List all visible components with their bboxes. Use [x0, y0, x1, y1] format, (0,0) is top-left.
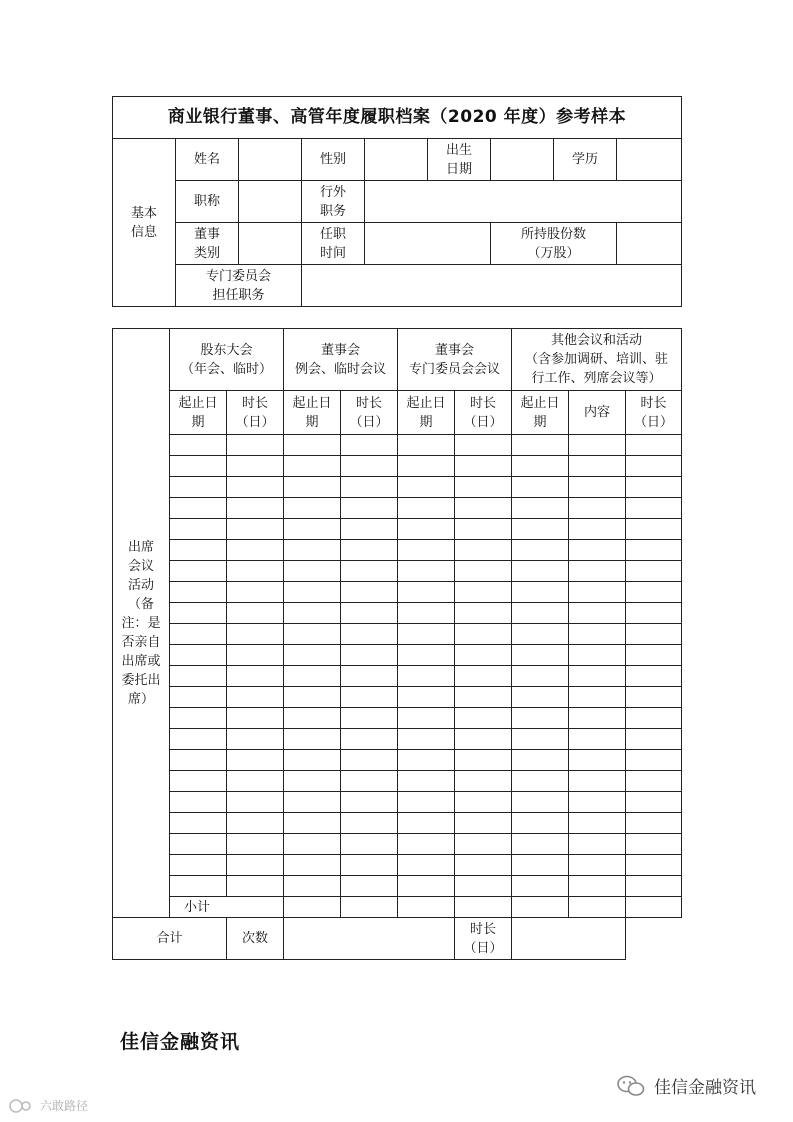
subtotal-cell[interactable]	[398, 897, 455, 918]
attendance-cell[interactable]	[455, 624, 512, 645]
shares-value[interactable]	[617, 223, 682, 265]
attendance-cell[interactable]	[170, 687, 227, 708]
attendance-cell[interactable]	[341, 708, 398, 729]
attendance-cell[interactable]	[512, 792, 569, 813]
attendance-cell[interactable]	[170, 477, 227, 498]
attendance-cell[interactable]	[227, 435, 284, 456]
attendance-cell[interactable]	[569, 540, 626, 561]
attendance-cell[interactable]	[626, 708, 682, 729]
table-row	[113, 477, 682, 498]
subheader: 起止日 期	[170, 391, 227, 435]
attendance-cell[interactable]	[170, 666, 227, 687]
subheader: 起止日 期	[512, 391, 569, 435]
attendance-cell[interactable]	[512, 582, 569, 603]
shares-label: 所持股份数 （万股）	[491, 223, 617, 265]
name-label: 姓名	[176, 139, 239, 181]
attendance-cell[interactable]	[569, 582, 626, 603]
attendance-cell[interactable]	[455, 666, 512, 687]
attendance-cell[interactable]	[569, 477, 626, 498]
attendance-cell[interactable]	[284, 540, 341, 561]
table-row	[113, 540, 682, 561]
birth-date-value[interactable]	[491, 139, 554, 181]
attendance-cell[interactable]	[455, 561, 512, 582]
attendance-cell[interactable]	[626, 729, 682, 750]
attendance-cell[interactable]	[455, 498, 512, 519]
group-board: 董事会 例会、临时会议	[284, 329, 398, 391]
attendance-cell[interactable]	[455, 729, 512, 750]
attendance-cell[interactable]	[398, 750, 455, 771]
attendance-cell[interactable]	[170, 855, 227, 876]
attendance-cell[interactable]	[284, 603, 341, 624]
attendance-cell[interactable]	[626, 750, 682, 771]
attendance-cell[interactable]	[569, 519, 626, 540]
total-label: 合计	[113, 918, 227, 960]
attendance-cell[interactable]	[398, 582, 455, 603]
attendance-cell[interactable]	[512, 498, 569, 519]
attendance-cell[interactable]	[170, 498, 227, 519]
attendance-cell[interactable]	[284, 561, 341, 582]
attendance-cell[interactable]	[227, 666, 284, 687]
tenure-time-value[interactable]	[365, 223, 491, 265]
attendance-cell[interactable]	[170, 876, 227, 897]
table-row	[113, 792, 682, 813]
attendance-cell[interactable]	[512, 456, 569, 477]
subtotal-cell[interactable]	[626, 897, 682, 918]
attendance-cell[interactable]	[512, 477, 569, 498]
attendance-cell[interactable]	[341, 477, 398, 498]
attendance-cell[interactable]	[455, 771, 512, 792]
education-value[interactable]	[617, 139, 682, 181]
attendance-cell[interactable]	[170, 645, 227, 666]
attendance-cell[interactable]	[569, 708, 626, 729]
attendance-cell[interactable]	[284, 771, 341, 792]
attendance-cell[interactable]	[341, 645, 398, 666]
attendance-cell[interactable]	[341, 456, 398, 477]
attendance-cell[interactable]	[569, 561, 626, 582]
title-rank-value[interactable]	[239, 181, 302, 223]
attendance-cell[interactable]	[170, 729, 227, 750]
attendance-cell[interactable]	[341, 561, 398, 582]
attendance-cell[interactable]	[284, 624, 341, 645]
attendance-cell[interactable]	[455, 834, 512, 855]
table-row	[113, 687, 682, 708]
attendance-cell[interactable]	[398, 624, 455, 645]
attendance-cell[interactable]	[455, 708, 512, 729]
attendance-cell[interactable]	[284, 813, 341, 834]
attendance-cell[interactable]	[626, 792, 682, 813]
page-title: 商业银行董事、高管年度履职档案（2020 年度）参考样本	[113, 97, 682, 139]
title-rank-label: 职称	[176, 181, 239, 223]
attendance-cell[interactable]	[284, 477, 341, 498]
subheader: 时长 （日）	[227, 391, 284, 435]
attendance-cell[interactable]	[341, 582, 398, 603]
attendance-cell[interactable]	[170, 603, 227, 624]
attendance-cell[interactable]	[341, 603, 398, 624]
table-row	[113, 435, 682, 456]
table-row	[113, 771, 682, 792]
attendance-cell[interactable]	[170, 582, 227, 603]
table-row	[113, 561, 682, 582]
attendance-cell[interactable]	[455, 792, 512, 813]
attendance-cell[interactable]	[227, 540, 284, 561]
attendance-cell[interactable]	[626, 855, 682, 876]
subtotal-cell[interactable]	[455, 897, 512, 918]
attendance-cell[interactable]	[341, 876, 398, 897]
attendance-cell[interactable]	[170, 792, 227, 813]
table-row	[113, 666, 682, 687]
basic-info-label: 基本 信息	[113, 139, 176, 307]
attendance-cell[interactable]	[284, 435, 341, 456]
attendance-cell[interactable]	[512, 708, 569, 729]
attendance-cell[interactable]	[170, 813, 227, 834]
table-row	[113, 708, 682, 729]
attendance-cell[interactable]	[398, 498, 455, 519]
attendance-cell[interactable]	[626, 477, 682, 498]
logo-icon	[8, 1098, 36, 1114]
table-row	[113, 834, 682, 855]
basic-info-table	[112, 96, 682, 307]
attendance-cell[interactable]	[227, 603, 284, 624]
attendance-cell[interactable]	[569, 624, 626, 645]
attendance-cell[interactable]	[512, 876, 569, 897]
attendance-cell[interactable]	[626, 582, 682, 603]
attendance-cell[interactable]	[569, 834, 626, 855]
count-label: 次数	[227, 918, 284, 960]
attendance-cell[interactable]	[398, 855, 455, 876]
attendance-cell[interactable]	[284, 645, 341, 666]
subtotal-cell[interactable]	[341, 897, 398, 918]
attendance-cell[interactable]	[284, 582, 341, 603]
education-label: 学历	[554, 139, 617, 181]
attendance-cell[interactable]	[512, 750, 569, 771]
attendance-cell[interactable]	[170, 771, 227, 792]
attendance-cell[interactable]	[398, 561, 455, 582]
attendance-cell[interactable]	[227, 582, 284, 603]
table-row	[113, 750, 682, 771]
attendance-table	[112, 328, 682, 960]
attendance-cell[interactable]	[341, 624, 398, 645]
attendance-cell[interactable]	[284, 855, 341, 876]
attendance-cell[interactable]	[227, 834, 284, 855]
attendance-cell[interactable]	[626, 456, 682, 477]
attendance-cell[interactable]	[398, 708, 455, 729]
group-other: 其他会议和活动 （含参加调研、培训、驻 行工作、列席会议等）	[512, 329, 682, 391]
birth-date-label: 出生 日期	[428, 139, 491, 181]
attendance-cell[interactable]	[398, 687, 455, 708]
attendance-cell[interactable]	[455, 519, 512, 540]
attendance-cell[interactable]	[398, 603, 455, 624]
attendance-label: 出席 会议 活动 （备 注：是 否亲自 出席或 委托出 席）	[113, 329, 170, 918]
attendance-cell[interactable]	[227, 624, 284, 645]
committee-value[interactable]	[302, 265, 682, 307]
attendance-cell[interactable]	[227, 729, 284, 750]
subtotal-label: 小计	[170, 897, 284, 918]
attendance-cell[interactable]	[512, 645, 569, 666]
duration-value[interactable]	[512, 918, 626, 960]
attendance-cell[interactable]	[512, 666, 569, 687]
external-post-label: 行外 职务	[302, 181, 365, 223]
subheader: 时长 （日）	[455, 391, 512, 435]
wechat-icon	[616, 1074, 646, 1098]
attendance-cell[interactable]	[626, 435, 682, 456]
attendance-cell[interactable]	[569, 750, 626, 771]
attendance-cell[interactable]	[170, 456, 227, 477]
attendance-cell[interactable]	[398, 876, 455, 897]
attendance-cell[interactable]	[398, 456, 455, 477]
attendance-cell[interactable]	[512, 834, 569, 855]
attendance-cell[interactable]	[284, 834, 341, 855]
attendance-cell[interactable]	[455, 813, 512, 834]
attendance-cell[interactable]	[398, 666, 455, 687]
attendance-cell[interactable]	[284, 729, 341, 750]
subtotal-cell[interactable]	[284, 897, 341, 918]
subheader: 时长 （日）	[341, 391, 398, 435]
subheader: 起止日 期	[284, 391, 341, 435]
group-shareholders: 股东大会 （年会、临时）	[170, 329, 284, 391]
attendance-cell[interactable]	[512, 624, 569, 645]
attendance-cell[interactable]	[569, 876, 626, 897]
attendance-cell[interactable]	[626, 645, 682, 666]
table-row	[113, 876, 682, 897]
attendance-cell[interactable]	[569, 666, 626, 687]
attendance-cell[interactable]	[626, 834, 682, 855]
attendance-cell[interactable]	[170, 540, 227, 561]
attendance-cell[interactable]	[455, 876, 512, 897]
attendance-cell[interactable]	[284, 750, 341, 771]
table-row	[113, 519, 682, 540]
attendance-cell[interactable]	[512, 603, 569, 624]
attendance-cell[interactable]	[569, 792, 626, 813]
attendance-cell[interactable]	[455, 750, 512, 771]
attendance-cell[interactable]	[284, 792, 341, 813]
attendance-cell[interactable]	[626, 666, 682, 687]
attendance-cell[interactable]	[227, 645, 284, 666]
table-row	[113, 813, 682, 834]
attendance-cell[interactable]	[398, 834, 455, 855]
attendance-cell[interactable]	[398, 771, 455, 792]
attendance-cell[interactable]	[626, 813, 682, 834]
subheader: 时长 （日）	[626, 391, 682, 435]
committee-label: 专门委员会 担任职务	[176, 265, 302, 307]
attendance-cell[interactable]	[455, 645, 512, 666]
attendance-cell[interactable]	[512, 540, 569, 561]
attendance-cell[interactable]	[626, 687, 682, 708]
gender-label: 性别	[302, 139, 365, 181]
attendance-cell[interactable]	[569, 855, 626, 876]
attendance-cell[interactable]	[341, 834, 398, 855]
attendance-cell[interactable]	[170, 519, 227, 540]
brand-signature: 佳信金融资讯	[120, 1031, 241, 1053]
attendance-cell[interactable]	[341, 519, 398, 540]
attendance-cell[interactable]	[512, 561, 569, 582]
attendance-cell[interactable]	[227, 519, 284, 540]
table-row	[113, 603, 682, 624]
count-value[interactable]	[284, 918, 455, 960]
attendance-cell[interactable]	[284, 666, 341, 687]
attendance-cell[interactable]	[227, 813, 284, 834]
attendance-cell[interactable]	[227, 792, 284, 813]
table-row	[113, 729, 682, 750]
subtotal-cell[interactable]	[569, 897, 626, 918]
attendance-cell[interactable]	[626, 876, 682, 897]
attendance-cell[interactable]	[455, 603, 512, 624]
attendance-cell[interactable]	[569, 456, 626, 477]
attendance-cell[interactable]	[398, 813, 455, 834]
attendance-cell[interactable]	[341, 855, 398, 876]
attendance-cell[interactable]	[341, 540, 398, 561]
attendance-cell[interactable]	[398, 435, 455, 456]
attendance-cell[interactable]	[398, 519, 455, 540]
attendance-cell[interactable]	[398, 540, 455, 561]
director-type-label: 董事 类别	[176, 223, 239, 265]
corner-logo-text: 六敢路径	[40, 1099, 89, 1113]
attendance-cell[interactable]	[341, 792, 398, 813]
attendance-cell[interactable]	[626, 519, 682, 540]
duration-label: 时长 （日）	[455, 918, 512, 960]
attendance-cell[interactable]	[455, 456, 512, 477]
attendance-cell[interactable]	[569, 729, 626, 750]
attendance-cell[interactable]	[341, 771, 398, 792]
attendance-cell[interactable]	[227, 498, 284, 519]
attendance-cell[interactable]	[227, 855, 284, 876]
attendance-cell[interactable]	[341, 750, 398, 771]
attendance-cell[interactable]	[569, 435, 626, 456]
table-row	[113, 498, 682, 519]
attendance-cell[interactable]	[341, 687, 398, 708]
attendance-cell[interactable]	[455, 435, 512, 456]
attendance-cell[interactable]	[170, 561, 227, 582]
attendance-cell[interactable]	[512, 687, 569, 708]
attendance-cell[interactable]	[341, 813, 398, 834]
attendance-cell[interactable]	[284, 708, 341, 729]
attendance-cell[interactable]	[569, 771, 626, 792]
attendance-cell[interactable]	[626, 624, 682, 645]
table-row	[113, 645, 682, 666]
attendance-cell[interactable]	[626, 498, 682, 519]
attendance-cell[interactable]	[227, 561, 284, 582]
tenure-time-label: 任职 时间	[302, 223, 365, 265]
attendance-cell[interactable]	[512, 729, 569, 750]
attendance-cell[interactable]	[455, 582, 512, 603]
attendance-cell[interactable]	[227, 876, 284, 897]
table-row	[113, 624, 682, 645]
subtotal-cell[interactable]	[512, 897, 569, 918]
attendance-cell[interactable]	[341, 498, 398, 519]
attendance-cell[interactable]	[227, 687, 284, 708]
subheader: 内容	[569, 391, 626, 435]
attendance-cell[interactable]	[170, 750, 227, 771]
attendance-cell[interactable]	[569, 687, 626, 708]
attendance-cell[interactable]	[227, 708, 284, 729]
group-committee: 董事会 专门委员会会议	[398, 329, 512, 391]
attendance-cell[interactable]	[284, 456, 341, 477]
attendance-cell[interactable]	[227, 477, 284, 498]
attendance-cell[interactable]	[284, 519, 341, 540]
attendance-cell[interactable]	[170, 708, 227, 729]
name-value[interactable]	[239, 139, 302, 181]
attendance-cell[interactable]	[284, 498, 341, 519]
attendance-cell[interactable]	[455, 477, 512, 498]
attendance-cell[interactable]	[512, 813, 569, 834]
attendance-cell[interactable]	[512, 435, 569, 456]
attendance-cell[interactable]	[284, 876, 341, 897]
attendance-cell[interactable]	[341, 435, 398, 456]
table-row	[113, 456, 682, 477]
attendance-cell[interactable]	[170, 624, 227, 645]
attendance-cell[interactable]	[455, 687, 512, 708]
attendance-cell[interactable]	[341, 729, 398, 750]
attendance-cell[interactable]	[398, 645, 455, 666]
gender-value[interactable]	[365, 139, 428, 181]
attendance-cell[interactable]	[512, 855, 569, 876]
table-row	[113, 582, 682, 603]
attendance-cell[interactable]	[626, 603, 682, 624]
attendance-cell[interactable]	[626, 540, 682, 561]
attendance-cell[interactable]	[455, 855, 512, 876]
attendance-cell[interactable]	[398, 729, 455, 750]
attendance-cell[interactable]	[398, 477, 455, 498]
attendance-cell[interactable]	[569, 645, 626, 666]
attendance-cell[interactable]	[170, 834, 227, 855]
attendance-cell[interactable]	[569, 498, 626, 519]
attendance-cell[interactable]	[626, 561, 682, 582]
attendance-cell[interactable]	[284, 687, 341, 708]
attendance-cell[interactable]	[227, 456, 284, 477]
attendance-cell[interactable]	[512, 771, 569, 792]
attendance-cell[interactable]	[512, 519, 569, 540]
attendance-cell[interactable]	[569, 813, 626, 834]
attendance-cell[interactable]	[626, 771, 682, 792]
wechat-account-name: 佳信金融资讯	[654, 1078, 756, 1098]
attendance-cell[interactable]	[455, 540, 512, 561]
attendance-cell[interactable]	[569, 603, 626, 624]
director-type-value[interactable]	[239, 223, 302, 265]
attendance-cell[interactable]	[170, 435, 227, 456]
attendance-cell[interactable]	[341, 666, 398, 687]
attendance-cell[interactable]	[227, 771, 284, 792]
attendance-cell[interactable]	[227, 750, 284, 771]
external-post-value[interactable]	[365, 181, 682, 223]
table-row	[113, 855, 682, 876]
subheader: 起止日 期	[398, 391, 455, 435]
corner-logo	[8, 1097, 88, 1114]
wechat-watermark	[616, 1073, 756, 1098]
attendance-cell[interactable]	[398, 792, 455, 813]
